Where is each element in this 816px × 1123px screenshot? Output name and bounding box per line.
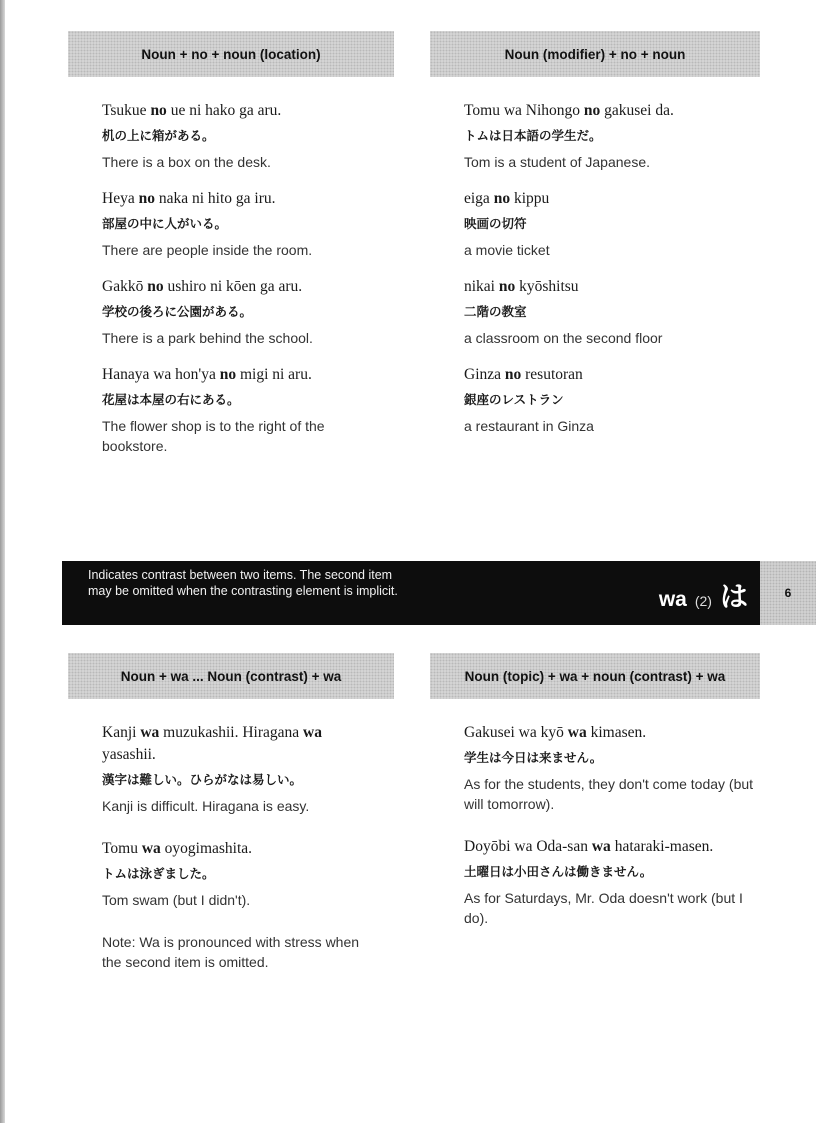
page-spine-shadow bbox=[0, 0, 5, 1123]
heading-contrast bbox=[68, 653, 394, 699]
heading-contrast-label: Noun + wa ... Noun (contrast) + wa bbox=[120, 668, 342, 684]
chapter-tab bbox=[760, 561, 816, 625]
banner-particle-number: (2) bbox=[694, 593, 712, 609]
modifier-examples bbox=[464, 100, 774, 452]
banner-particle-kana: は bbox=[719, 580, 748, 613]
japanese-line: 部屋の中に人がいる。 bbox=[102, 216, 228, 231]
heading-topic-contrast bbox=[430, 653, 760, 699]
english-translation: There are people inside the room. bbox=[102, 242, 313, 258]
japanese-line: 学生は今日は来ません。 bbox=[464, 750, 603, 765]
japanese-line: 二階の教室 bbox=[464, 304, 527, 319]
romaji-line: nikai no kyōshitsu bbox=[464, 278, 579, 295]
romaji-line: Tomu wa Nihongo no gakusei da. bbox=[464, 102, 674, 119]
example-entry bbox=[464, 364, 774, 436]
english-translation: As for the students, they don't come today (but will tomorrow). bbox=[464, 776, 754, 812]
romaji-line: Hanaya wa hon'ya no migi ni aru. bbox=[102, 366, 312, 383]
romaji-line: Kanji wa muzukashii. Hiragana wa yasashii. bbox=[102, 724, 322, 763]
heading-location bbox=[68, 31, 394, 77]
japanese-line: 机の上に箱がある。 bbox=[102, 128, 215, 143]
example-entry bbox=[464, 188, 774, 260]
english-translation: The flower shop is to the right of the bookstore. bbox=[102, 418, 325, 454]
english-translation: Tom swam (but I didn't). bbox=[102, 892, 251, 908]
romaji-line: Heya no naka ni hito ga iru. bbox=[102, 190, 276, 207]
romaji-line: Doyōbi wa Oda-san wa hataraki-masen. bbox=[464, 838, 714, 855]
romaji-line: Gakkō no ushiro ni kōen ga aru. bbox=[102, 278, 303, 295]
example-entry bbox=[102, 722, 372, 816]
romaji-line: Ginza no resutoran bbox=[464, 366, 583, 383]
example-entry bbox=[102, 100, 412, 172]
japanese-line: トムは日本語の学生だ。 bbox=[464, 128, 602, 143]
heading-location-label: Noun + no + noun (location) bbox=[141, 46, 321, 62]
heading-topic-contrast-label: Noun (topic) + wa + noun (contrast) + wa bbox=[464, 668, 726, 684]
japanese-line: 映画の切符 bbox=[464, 216, 527, 231]
romaji-line: eiga no kippu bbox=[464, 190, 550, 207]
example-entry bbox=[464, 276, 774, 348]
heading-modifier-label: Noun (modifier) + no + noun bbox=[504, 46, 686, 62]
english-translation: There is a park behind the school. bbox=[102, 330, 313, 346]
banner-title bbox=[659, 575, 748, 615]
banner-description: Indicates contrast between two items. The second item may be omitted when the contrasting element is implicit. bbox=[88, 568, 398, 598]
example-entry bbox=[464, 722, 764, 814]
romaji-line: Tsukue no ue ni hako ga aru. bbox=[102, 102, 282, 119]
topic-contrast-examples bbox=[464, 722, 764, 944]
heading-modifier bbox=[430, 31, 760, 77]
romaji-line: Tomu wa oyogimashita. bbox=[102, 840, 253, 857]
location-examples bbox=[102, 100, 412, 472]
example-entry bbox=[102, 276, 412, 348]
japanese-line: 土曜日は小田さんは働きません。 bbox=[464, 864, 653, 879]
english-translation: Tom is a student of Japanese. bbox=[464, 154, 650, 170]
english-translation: a movie ticket bbox=[464, 242, 550, 258]
example-entry bbox=[102, 364, 412, 456]
japanese-line: 花屋は本屋の右にある。 bbox=[102, 392, 240, 407]
japanese-line: 漢字は難しい。ひらがなは易しい。 bbox=[102, 772, 303, 787]
english-translation: Kanji is difficult. Hiragana is easy. bbox=[102, 798, 310, 814]
english-translation: As for Saturdays, Mr. Oda doesn't work (but I do). bbox=[464, 890, 743, 926]
example-entry bbox=[464, 100, 774, 172]
romaji-line: Gakusei wa kyō wa kimasen. bbox=[464, 724, 647, 741]
japanese-line: トムは泳ぎました。 bbox=[102, 866, 215, 881]
english-translation: a restaurant in Ginza bbox=[464, 418, 594, 434]
japanese-line: 銀座のレストラン bbox=[464, 392, 564, 407]
english-translation: There is a box on the desk. bbox=[102, 154, 271, 170]
english-translation: a classroom on the second floor bbox=[464, 330, 663, 346]
example-entry bbox=[464, 836, 764, 928]
contrast-examples bbox=[102, 722, 372, 972]
example-entry bbox=[102, 188, 412, 260]
example-entry bbox=[102, 838, 372, 910]
pronunciation-note: Note: Wa is pronounced with stress when the second item is omitted. bbox=[102, 934, 360, 970]
particle-banner bbox=[62, 561, 760, 625]
banner-particle-word: wa bbox=[658, 588, 687, 611]
japanese-line: 学校の後ろに公園がある。 bbox=[102, 304, 253, 319]
chapter-tab-number: 6 bbox=[784, 586, 792, 600]
